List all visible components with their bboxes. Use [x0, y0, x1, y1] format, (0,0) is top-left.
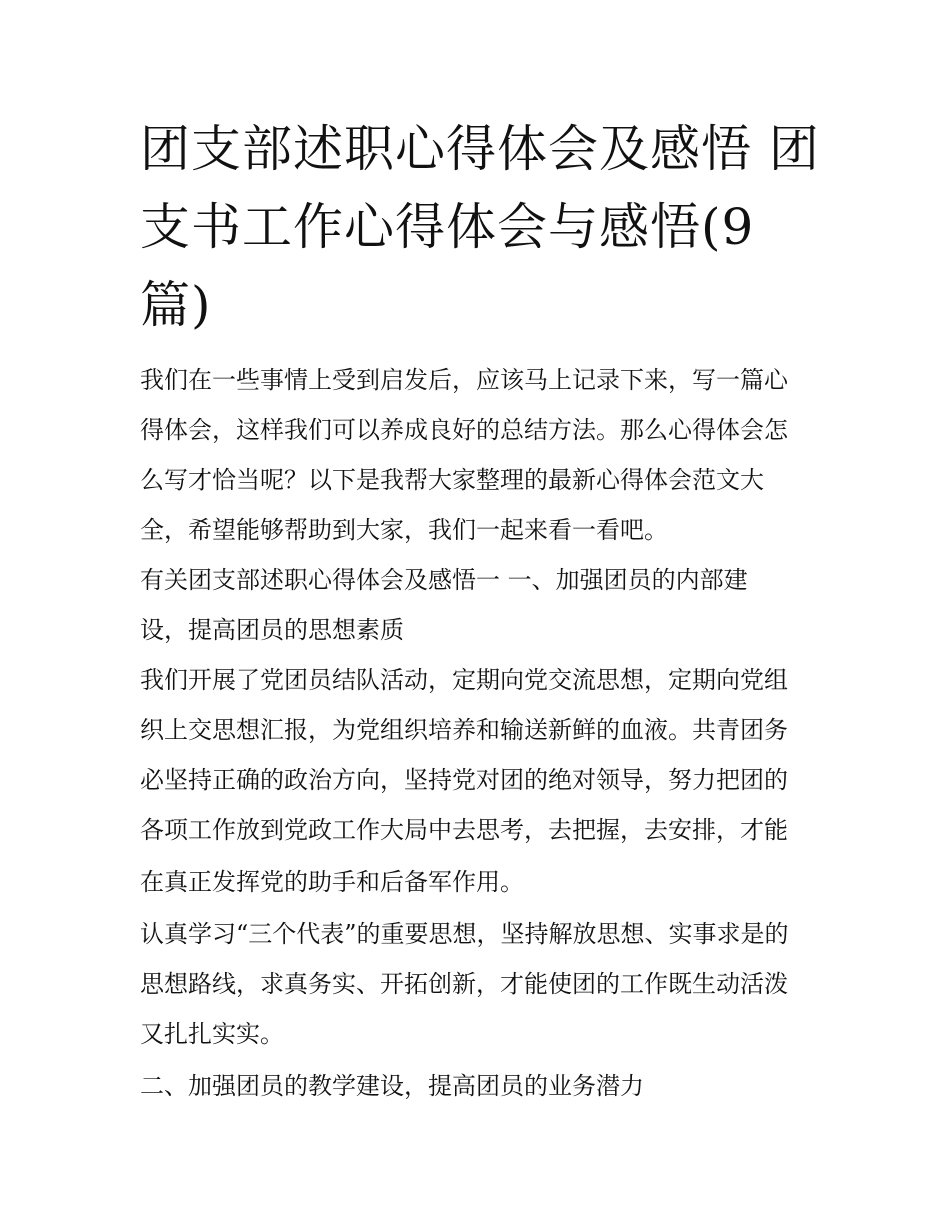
body-line: 在真正发挥党的助手和后备军作用。: [140, 868, 524, 896]
body-line: 各项工作放到党政工作大局中去思考，去把握，去安排，才能: [140, 816, 788, 844]
body-line: 思想路线，求真务实、开拓创新，才能使团的工作既生动活泼: [140, 970, 788, 998]
title-line: 团支部述职心得体会及感悟 团: [140, 120, 820, 178]
body-line: 有关团支部述职心得体会及感悟一 一、加强团员的内部建: [140, 566, 748, 594]
body-line: 全，希望能够帮助到大家，我们一起来看一看吧。: [140, 516, 668, 544]
body-line: 我们开展了党团员结队活动，定期向党交流思想，定期向党组: [140, 666, 788, 694]
title-line: 支书工作心得体会与感悟(9: [140, 198, 755, 256]
body-line: 我们在一些事情上受到启发后，应该马上记录下来，写一篇心: [140, 366, 788, 394]
body-line: 又扎扎实实。: [140, 1020, 284, 1048]
body-line: 必坚持正确的政治方向，坚持党对团的绝对领导，努力把团的: [140, 766, 788, 794]
document-title: [140, 110, 820, 344]
body-line: 设，提高团员的思想素质: [140, 616, 404, 644]
body-line: 二、加强团员的教学建设，提高团员的业务潜力: [140, 1072, 644, 1100]
body-line: 么写才恰当呢？以下是我帮大家整理的最新心得体会范文大: [140, 466, 764, 494]
title-line: 篇): [140, 276, 212, 334]
body-line: 织上交思想汇报，为党组织培养和输送新鲜的血液。共青团务: [140, 716, 788, 744]
body-line: 认真学习“三个代表”的重要思想，坚持解放思想、实事求是的: [140, 920, 789, 948]
body-line: 得体会，这样我们可以养成良好的总结方法。那么心得体会怎: [140, 416, 788, 444]
